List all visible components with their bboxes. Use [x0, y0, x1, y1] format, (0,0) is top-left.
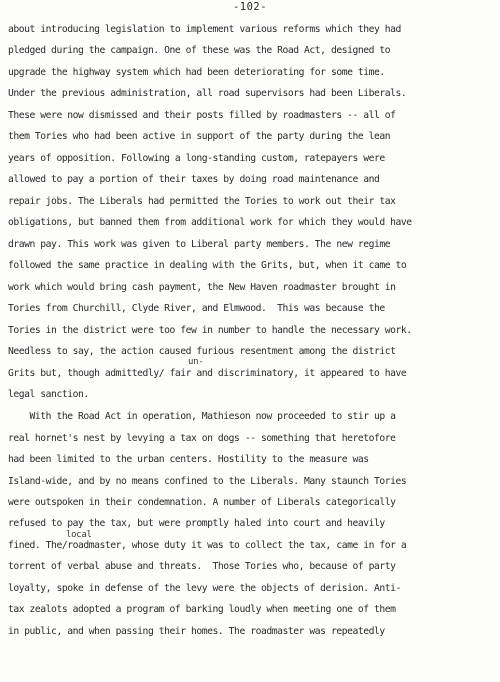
- text-line: Island-wide, and by no means confined to the Liberals. Many staunch Tories: [8, 476, 407, 487]
- text-line: fined. The/roadmaster, whose duty it was to collect the tax, came in for a: [8, 540, 407, 551]
- page-number: -102-: [232, 1, 268, 13]
- text-line: tax zealots adopted a program of barking loudly when meeting one of them: [8, 604, 396, 615]
- text-line: years of opposition. Following a long-standing custom, ratepayers were: [8, 153, 385, 164]
- text-line: With the Road Act in operation, Mathieson now proceeded to stir up a: [8, 411, 396, 422]
- text-line: legal sanction.: [8, 389, 89, 400]
- text-line: allowed to pay a portion of their taxes by doing road maintenance and: [8, 174, 380, 185]
- text-line: upgrade the highway system which had been deteriorating for some time.: [8, 67, 385, 78]
- text-line: real hornet's nest by levying a tax on dogs -- something that heretofore: [8, 433, 396, 444]
- text-line: were outspoken in their condemnation. A number of Liberals categorically: [8, 497, 396, 508]
- text-line: them Tories who had been active in support of the party during the lean: [8, 131, 391, 142]
- text-line: torrent of verbal abuse and threats. Those Tories who, because of party: [8, 561, 396, 572]
- text-line: These were now dismissed and their posts filled by roadmasters -- all of: [8, 110, 396, 121]
- text-line: repair jobs. The Liberals had permitted the Tories to work out their tax: [8, 196, 396, 207]
- text-line: refused to pay the tax, but were promptly haled into court and heavily: [8, 518, 385, 529]
- text-line: Needless to say, the action caused furious resentment among the district: [8, 346, 396, 357]
- text-line: Grits but, though admittedly/ fair and discriminatory, it appeared to have: [8, 368, 407, 379]
- text-line: Tories in the district were too few in number to handle the necessary work.: [8, 325, 412, 336]
- text-line: had been limited to the urban centers. Hostility to the measure was: [8, 454, 369, 465]
- handwritten-insert: un-: [188, 357, 204, 367]
- text-line: Tories from Churchill, Clyde River, and Elmwood. This was because the: [8, 303, 385, 314]
- text-line: pledged during the campaign. One of these was the Road Act, designed to: [8, 45, 391, 56]
- handwritten-insert: local: [66, 530, 92, 540]
- text-line: obligations, but banned them from additional work for which they would have: [8, 217, 412, 228]
- text-line: Under the previous administration, all road supervisors had been Liberals.: [8, 88, 407, 99]
- text-line: followed the same practice in dealing with the Grits, but, when it came to: [8, 260, 407, 271]
- text-line: in public, and when passing their homes. The roadmaster was repeatedly: [8, 626, 385, 637]
- text-line: loyalty, spoke in defense of the levy were the objects of derision. Anti-: [8, 583, 401, 594]
- text-line: about introducing legislation to implement various reforms which they had: [8, 24, 401, 35]
- text-line: drawn pay. This work was given to Liberal party members. The new regime: [8, 239, 391, 250]
- text-line: work which would bring cash payment, the New Haven roadmaster brought in: [8, 282, 396, 293]
